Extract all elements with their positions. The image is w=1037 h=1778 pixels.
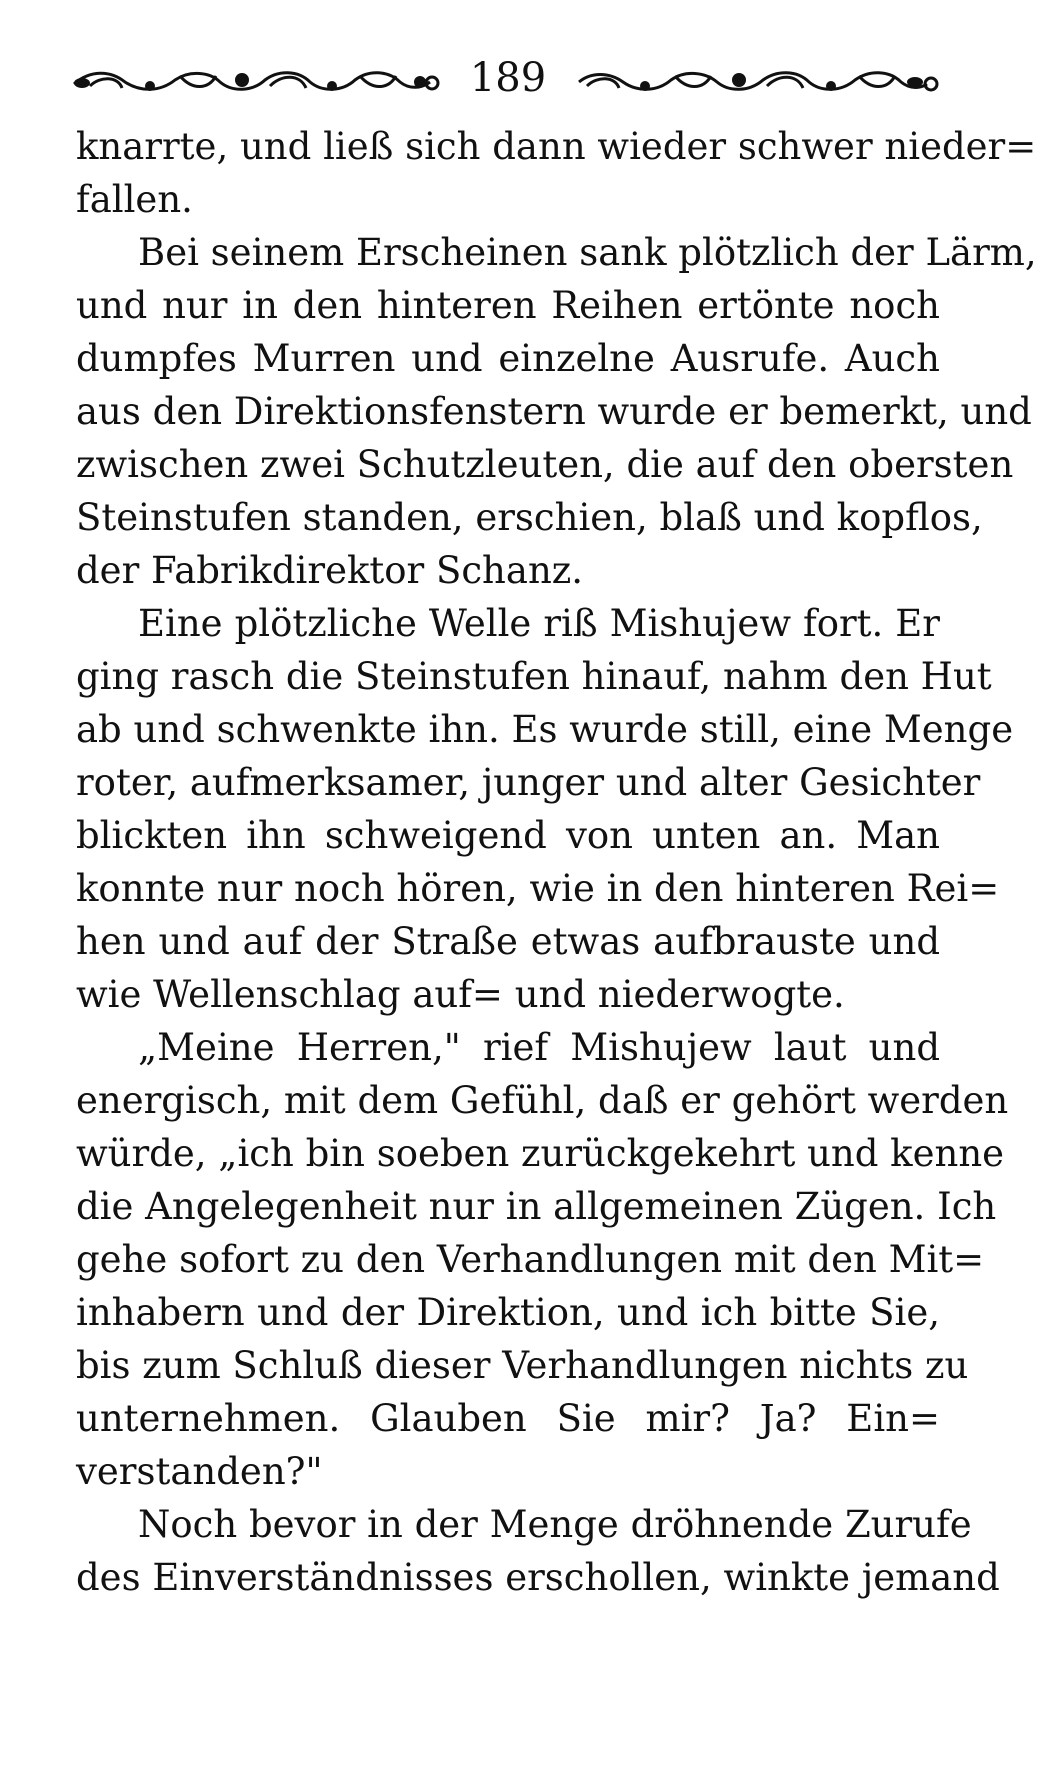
text-line: würde, „ich bin soeben zurückgekehrt und kenne — [76, 1132, 1005, 1175]
text-line: blickten ihn schweigend von unten an. Man — [76, 814, 940, 857]
text-line: konnte nur noch hören, wie in den hinteren Rei= — [76, 867, 1000, 910]
text-line: zwischen zwei Schutzleuten, die auf den obersten — [76, 443, 1014, 486]
text-line: dumpfes Murren und einzelne Ausrufe. Auch — [76, 337, 940, 380]
text-line: die Angelegenheit nur in allgemeinen Zügen. Ich — [76, 1185, 997, 1228]
text-line: Bei seinem Erscheinen sank plötzlich der Lärm, — [138, 231, 1037, 274]
text-line: ging rasch die Steinstufen hinauf, nahm den Hut — [76, 655, 992, 698]
ornament-left-icon — [70, 62, 440, 98]
text-line: „Meine Herren," rief Mishujew laut und — [138, 1026, 940, 1069]
text-line: des Einverständnisses erschollen, winkte jemand — [76, 1556, 1000, 1599]
text-line: gehe sofort zu den Verhandlungen mit den Mit= — [76, 1238, 985, 1281]
text-line: knarrte, und ließ sich dann wieder schwer nieder= — [76, 125, 1037, 168]
text-line: inhabern und der Direktion, und ich bitte Sie, — [76, 1291, 940, 1334]
text-line: ab und schwenkte ihn. Es wurde still, eine Menge — [76, 708, 1014, 751]
text-line: Eine plötzliche Welle riß Mishujew fort. Er — [138, 602, 940, 645]
text-line: und nur in den hinteren Reihen ertönte noch — [76, 284, 940, 327]
ornament-right-icon — [575, 62, 940, 98]
text-line: wie Wellenschlag auf= und niederwogte. — [76, 973, 845, 1016]
text-line: roter, aufmerksamer, junger und alter Gesichter — [76, 761, 981, 804]
text-line: bis zum Schluß dieser Verhandlungen nichts zu — [76, 1344, 969, 1387]
text-line: fallen. — [76, 178, 193, 221]
text-line: aus den Direktionsfenstern wurde er bemerkt, und — [76, 390, 1032, 433]
text-line: Steinstufen standen, erschien, blaß und kopflos, — [76, 496, 983, 539]
page-header — [70, 52, 940, 108]
text-line: hen und auf der Straße etwas aufbrauste und — [76, 920, 940, 963]
text-line: Noch bevor in der Menge dröhnende Zurufe — [138, 1503, 972, 1546]
page-number: 189 — [469, 55, 547, 101]
text-line: unternehmen. Glauben Sie mir? Ja? Ein= — [76, 1397, 940, 1440]
text-line: der Fabrikdirektor Schanz. — [76, 549, 584, 592]
text-line: verstanden?" — [76, 1450, 323, 1493]
text-line: energisch, mit dem Gefühl, daß er gehört werden — [76, 1079, 1009, 1122]
body-text — [76, 120, 1037, 1604]
